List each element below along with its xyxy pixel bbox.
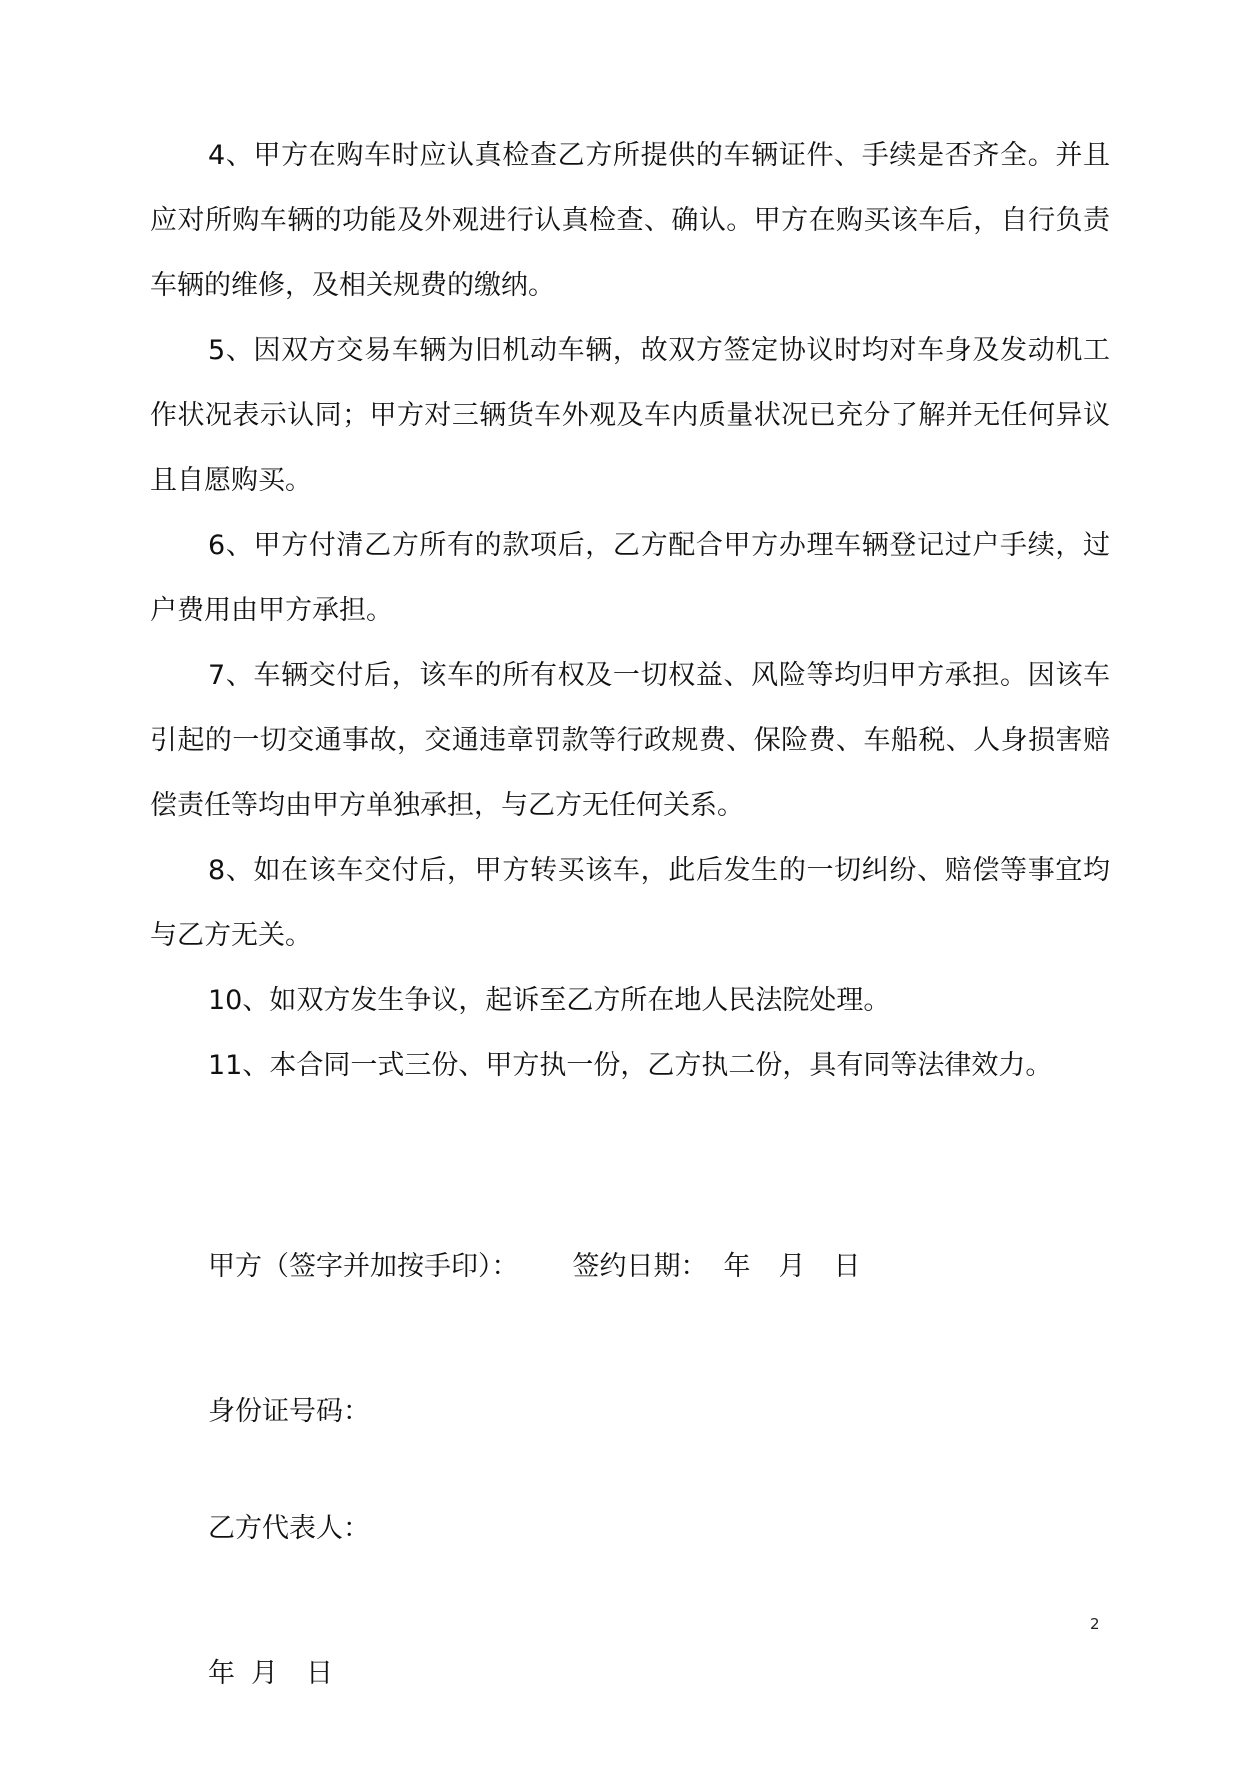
clause-8: 8、如在该车交付后，甲方转买该车，此后发生的一切纠纷、赔偿等事宜均与乙方无关。: [150, 855, 1110, 951]
party-b-date-day: 日: [306, 1658, 333, 1689]
page-number: 2: [1090, 1615, 1100, 1633]
id-number-line: [208, 1392, 1108, 1432]
sign-date-year: 年: [723, 1251, 751, 1282]
party-b-date-year: 年: [208, 1658, 235, 1689]
party-b-date-month: 月: [251, 1658, 278, 1689]
clause-10: 10、如双方发生争议，起诉至乙方所在地人民法院处理。: [208, 985, 891, 1016]
id-number-label: 身份证号码：: [208, 1396, 370, 1427]
party-a-label: 甲方（签字并加按手印）：: [208, 1251, 519, 1282]
contract-clauses: [150, 123, 1110, 1098]
party-b-date-line: [208, 1654, 1108, 1694]
clause-7: 7、车辆交付后，该车的所有权及一切权益、风险等均归甲方承担。因该车引起的一切交通事故，交通违章罚款等行政规费、保险费、车船税、人身损害赔偿责任等均由甲方单独承担，与乙方无任何关系。: [150, 660, 1110, 821]
party-b-label: 乙方代表人：: [208, 1513, 370, 1544]
clause-6: 6、甲方付清乙方所有的款项后，乙方配合甲方办理车辆登记过户手续，过户费用由甲方承担。: [150, 530, 1110, 626]
clause-5: 5、因双方交易车辆为旧机动车辆，故双方签定协议时均对车身及发动机工作状况表示认同；甲方对三辆货车外观及车内质量状况已充分了解并无任何异议且自愿购买。: [150, 335, 1110, 496]
party-a-signature-line: [208, 1247, 1108, 1287]
clause-4: 4、甲方在购车时应认真检查乙方所提供的车辆证件、手续是否齐全。并且应对所购车辆的功能及外观进行认真检查、确认。甲方在购买该车后，自行负责车辆的维修，及相关规费的缴纳。: [150, 140, 1110, 301]
clause-11: 11、本合同一式三份、甲方执一份，乙方执二份，具有同等法律效力。: [208, 1050, 1053, 1081]
sign-date-month: 月: [778, 1251, 806, 1282]
sign-date-day: 日: [833, 1251, 861, 1282]
party-b-representative-line: [208, 1509, 1108, 1549]
sign-date-label: 签约日期：: [572, 1251, 708, 1282]
party-b-signature-block: [208, 1429, 1108, 1774]
